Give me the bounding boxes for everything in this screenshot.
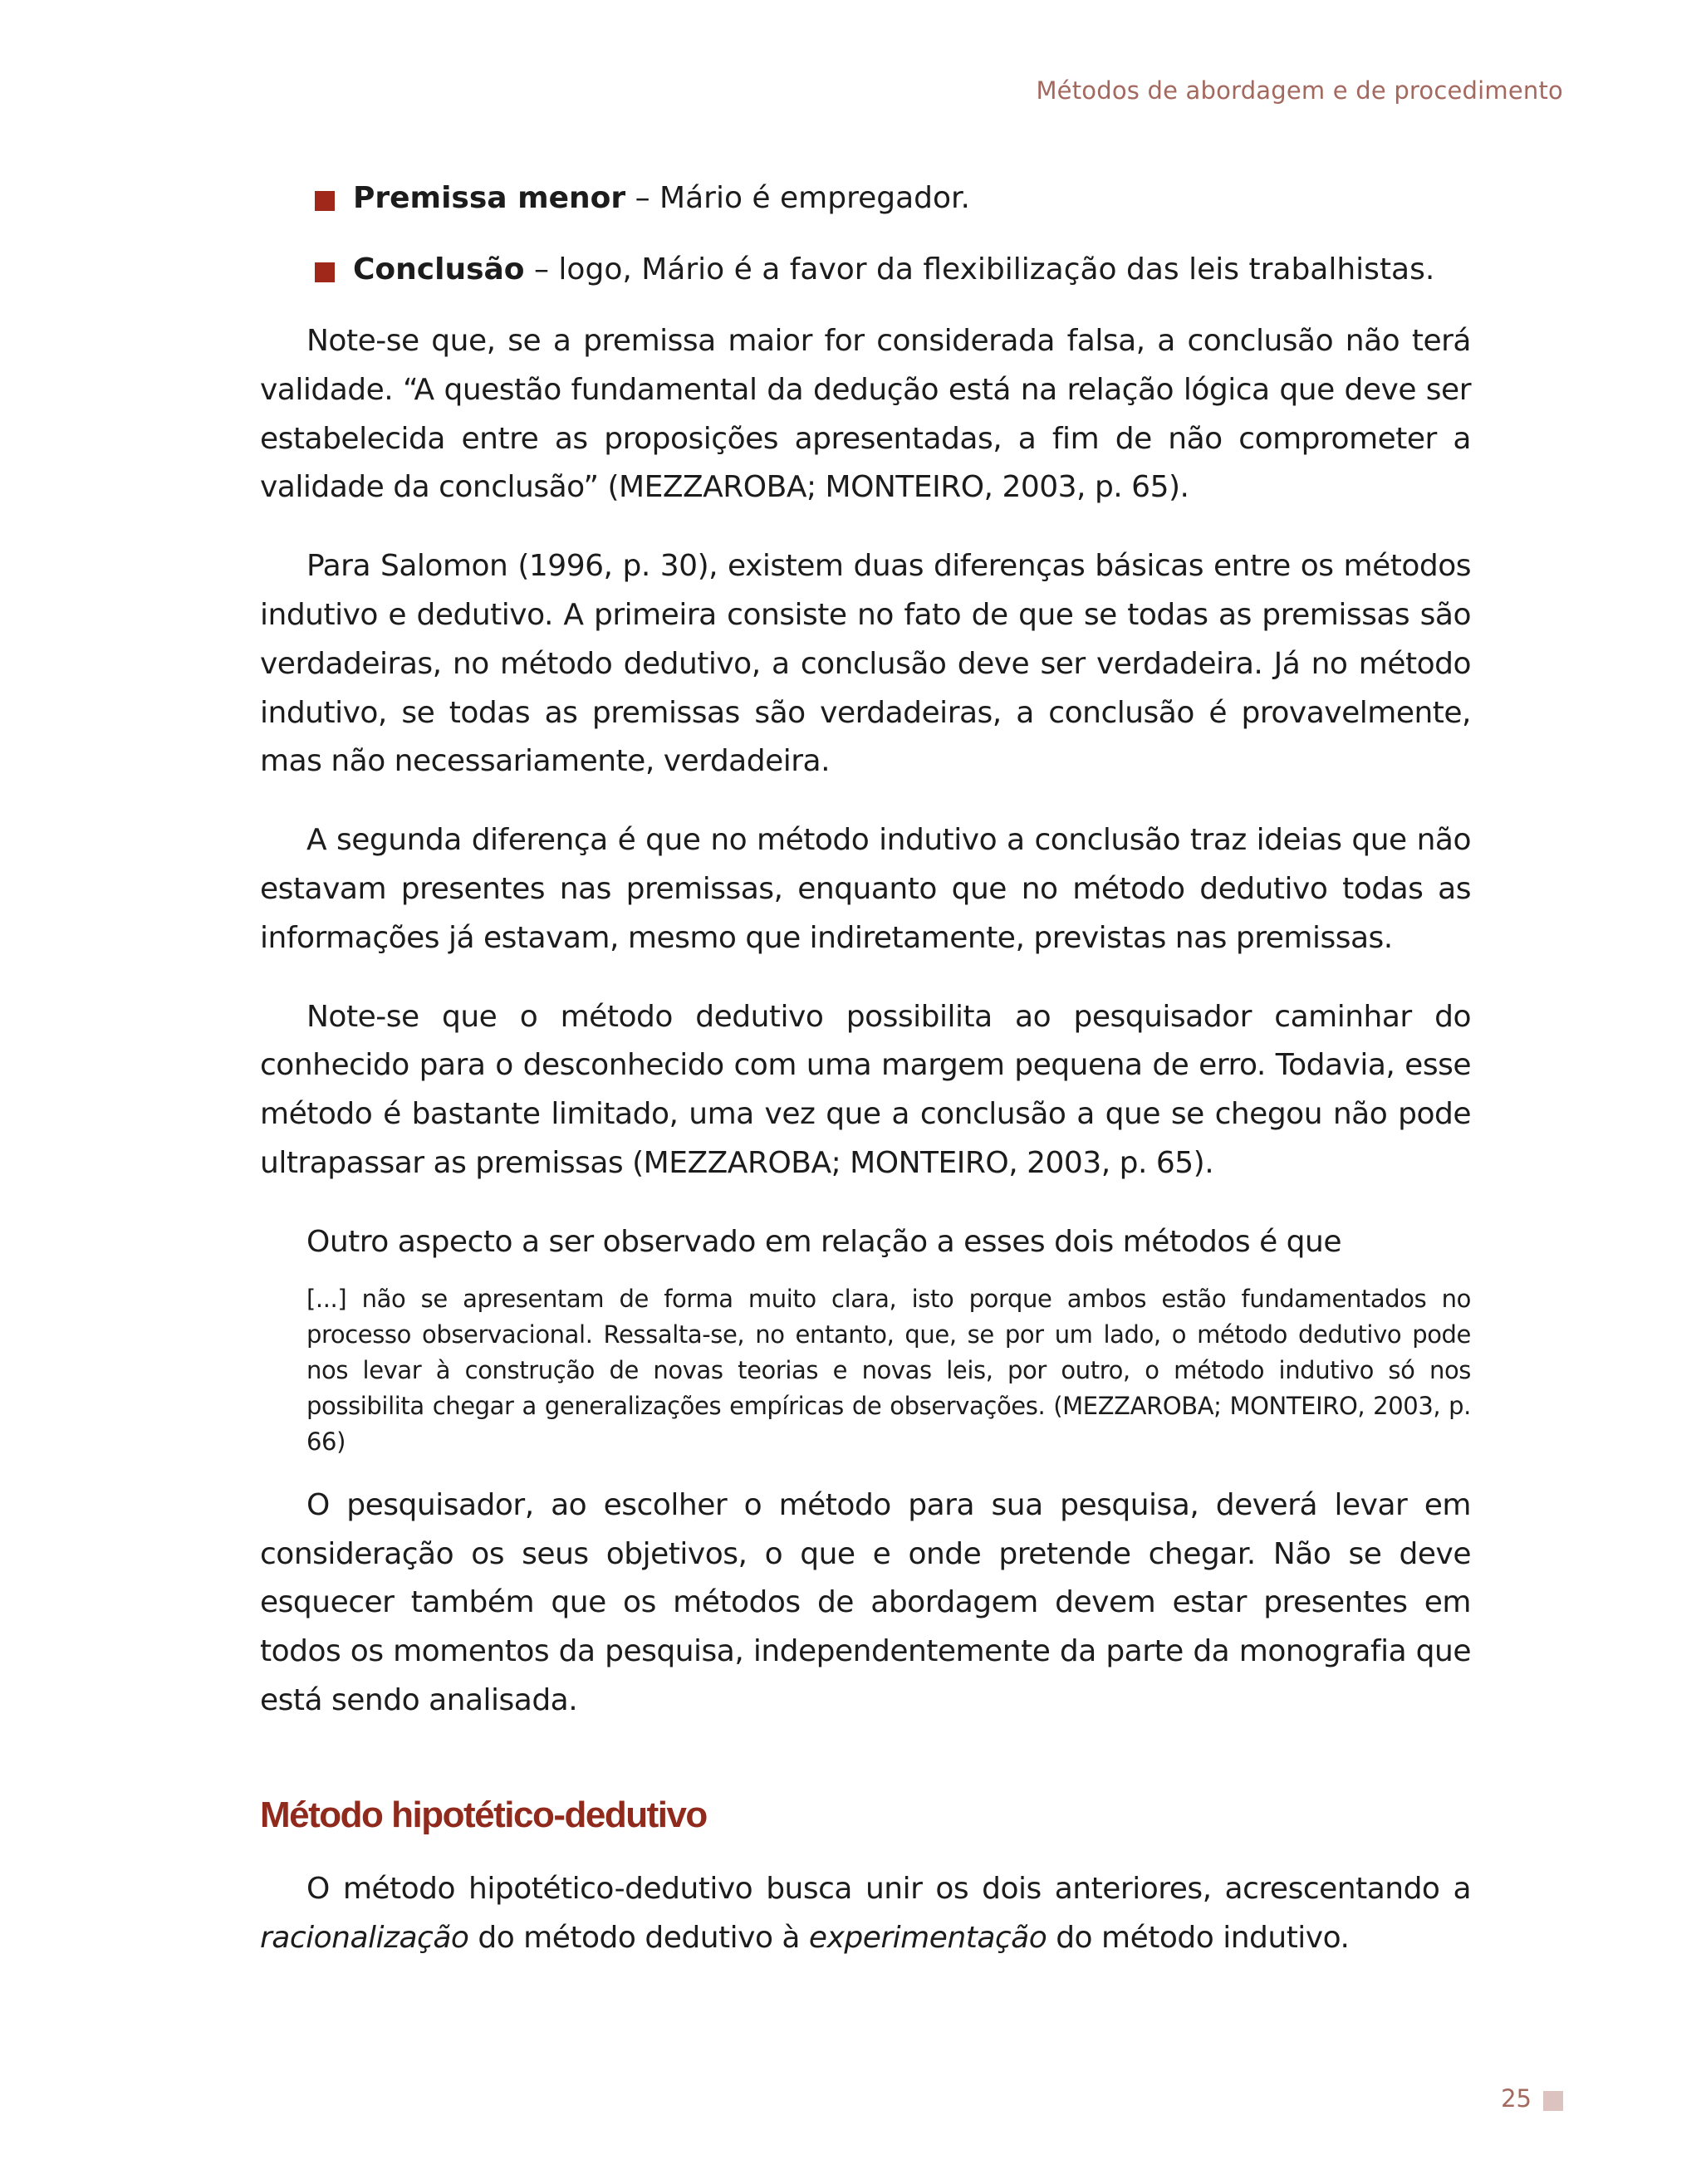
page-marker-square-icon [1543, 2091, 1563, 2111]
section-intro-paragraph [260, 1865, 1471, 1963]
page-body [260, 174, 1471, 1992]
page-number: 25 [1501, 2084, 1532, 2113]
bullet-item-conclusao [260, 246, 1471, 294]
bullet-item-premissa-menor [260, 174, 1471, 223]
intro-text: do método indutivo. [1047, 1920, 1350, 1955]
running-header: Métodos de abordagem e de procedimento [1036, 76, 1563, 105]
bullet-text: – Mário é empregador. [625, 181, 970, 215]
paragraph: Note-se que, se a premissa maior for considerada falsa, a conclusão não terá validade. “A questão fundamental da dedução está na relação lógica que deve ser estabelecida entre as proposições apresentadas, a fim de não comprometer a validade da conclusão” (MEZZAROBA; MONTEIRO, 2003, p. 65). [260, 324, 1471, 505]
intro-text: do método dedutivo à [468, 1920, 809, 1955]
bullet-square-icon [315, 191, 335, 211]
paragraph: Para Salomon (1996, p. 30), existem duas diferenças básicas entre os métodos indutivo e dedutivo. A primeira consiste no fato de que se todas as premissas são verdadeiras, no método dedutivo, a conclusão deve ser verdadeira. Já no método indutivo, se todas as premissas são verdadeiras, a conclusão é provavelmente, mas não necessariamente, verdadeira. [260, 549, 1471, 779]
intro-emphasis: racionalização [260, 1920, 469, 1955]
section-heading: Método hipotético-dedutivo [260, 1794, 707, 1835]
paragraph: A segunda diferença é que no método indutivo a conclusão traz ideias que não estavam presentes nas premissas, enquanto que no método dedutivo todas as informações já estavam, mesmo que indiretamente, previstas nas premissas. [260, 823, 1471, 955]
bullet-term: Premissa menor [353, 181, 626, 215]
bullet-term: Conclusão [353, 252, 525, 286]
intro-text: O método hipotético-dedutivo busca unir os dois anteriores, acrescentando a [306, 1871, 1471, 1906]
bullet-square-icon [315, 262, 335, 282]
closing-paragraph: O pesquisador, ao escolher o método para sua pesquisa, deverá levar em consideração os seus objetivos, o que e onde pretende chegar. Não se deve esquecer também que os métodos de abordagem devem estar presentes em todos os momentos da pesquisa, independentemente da parte da monografia que está sendo analisada. [260, 1487, 1471, 1717]
bullet-text: – logo, Mário é a favor da flexibilização das leis trabalhistas. [524, 252, 1435, 286]
paragraph: Note-se que o método dedutivo possibilita ao pesquisador caminhar do conhecido para o desconhecido com uma margem pequena de erro. Todavia, esse método é bastante limitado, uma vez que a conclusão a que se chegou não pode ultrapassar as premissas (MEZZAROBA; MONTEIRO, 2003, p. 65). [260, 999, 1471, 1180]
intro-emphasis: experimentação [808, 1920, 1047, 1955]
block-quote: [...] não se apresentam de forma muito clara, isto porque ambos estão fundamentados no processo observacional. Ressalta-se, no entanto, que, se por um lado, o método dedutivo pode nos levar à construção de novas teorias e novas leis, por outro, o método indutivo só nos possibilita chegar a generalizações empíricas de observações. (MEZZAROBA; MONTEIRO, 2003, p. 66) [306, 1284, 1471, 1456]
quote-lead-in: Outro aspecto a ser observado em relação a esses dois métodos é que [306, 1224, 1341, 1259]
